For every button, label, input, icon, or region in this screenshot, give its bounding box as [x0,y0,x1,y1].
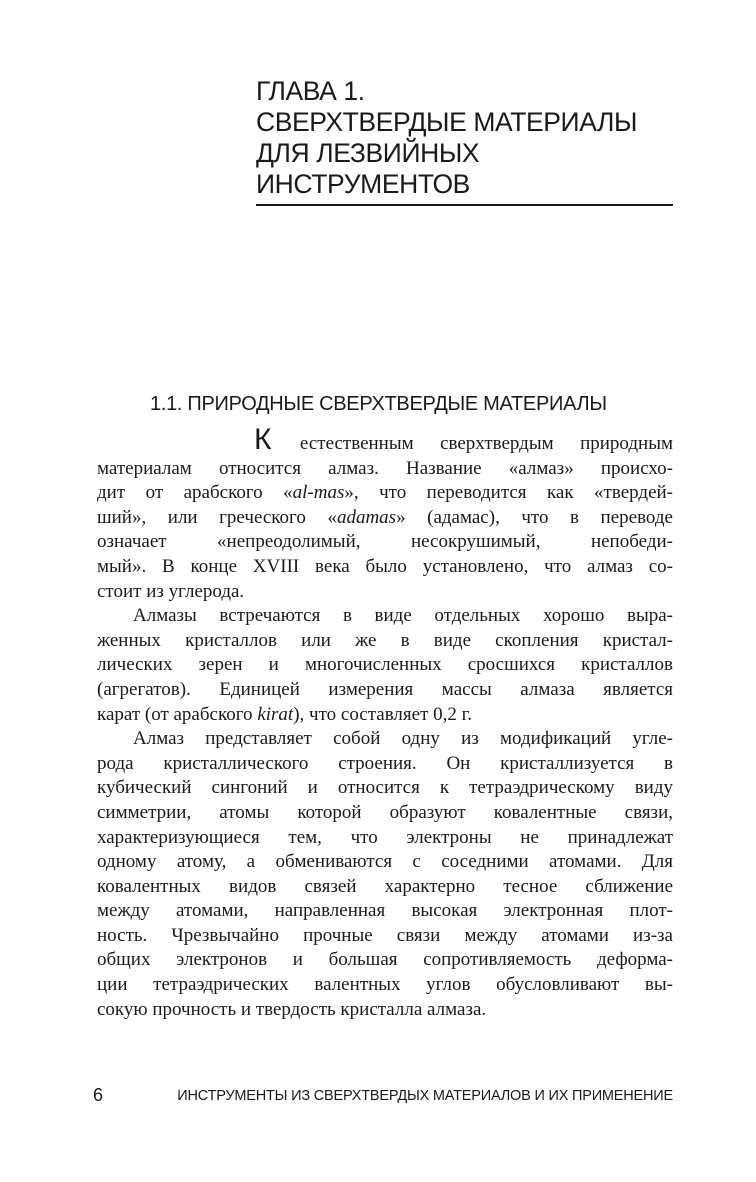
text-line: сокую прочность и твердость кристалла алмаза. [97,998,487,1020]
text-line: лических зерен и многочисленных сросшихся кристаллов [97,654,673,676]
body-text [97,423,674,1022]
italic-term: kirat [257,703,294,725]
text-line: ции тетраэдрических валентных углов обусловливают вы- [97,974,673,996]
section-title: 1.1. ПРИРОДНЫЕ СВЕРХТВЕРДЫЕ МАТЕРИАЛЫ [150,393,607,415]
chapter-divider [256,204,673,206]
text-line: симметрии, атомы которой образуют ковалентные связи, [97,801,673,823]
italic-term: al-mas [292,482,345,504]
text-line: дит от арабского «al-mas», что переводится как «твердей- [97,482,674,504]
text-line: материалам относится алмаз. Название «алмаз» происхо- [97,457,673,479]
text-line: кубический сингоний и относится к тетраэдрическому виду [97,777,673,799]
text-line: общих электронов и большая сопротивляемость деформа- [97,949,673,971]
text-line: рода кристаллического строения. Он кристаллизуется в [97,752,673,774]
chapter-heading-line: ГЛАВА 1. [256,76,365,106]
drop-cap: К [254,423,272,456]
text-line: означает «непреодолимый, несокрушимый, непобеди- [97,531,673,553]
text-line: ший», или греческого «adamas» (адамас), что в переводе [97,506,673,528]
text-line: карат (от арабского kirat), что составляет 0,2 г. [97,703,473,725]
chapter-heading-line: ИНСТРУМЕНТОВ [256,169,470,199]
text-line: К естественным сверхтвердым природным [254,423,673,456]
page-number: 6 [93,1085,104,1105]
chapter-heading-line: ДЛЯ ЛЕЗВИЙНЫХ [256,138,480,168]
text-line: ность. Чрезвычайно прочные связи между атомами из-за [97,924,673,946]
text-line: женных кристаллов или же в виде скопления кристал- [97,629,673,651]
text-line: Алмазы встречаются в виде отдельных хорошо выра- [133,605,673,627]
text-line: (агрегатов). Единицей измерения массы алмаза является [97,678,673,700]
text-line: ковалентных видов связей характерно тесное сближение [97,875,673,897]
text-line: между атомами, направленная высокая электронная плот- [97,900,673,922]
italic-term: adamas [336,506,397,528]
chapter-heading-line: СВЕРХТВЕРДЫЕ МАТЕРИАЛЫ [256,107,638,137]
page-footer [93,1085,673,1109]
text-line: мый». В конце XVIII века было установлено, что алмаз со- [97,555,673,577]
chapter-heading [256,76,674,200]
text-line: стоит из углерода. [97,580,245,602]
text-line: характеризующиеся тем, что электроны не принадлежат [97,826,673,848]
text-line: Алмаз представляет собой одну из модификаций угле- [133,728,673,750]
text-line: одному атому, а обмениваются с соседними атомами. Для [97,851,673,873]
running-title: ИНСТРУМЕНТЫ ИЗ СВЕРХТВЕРДЫХ МАТЕРИАЛОВ И ИХ ПРИМЕНЕНИЕ [177,1088,673,1104]
